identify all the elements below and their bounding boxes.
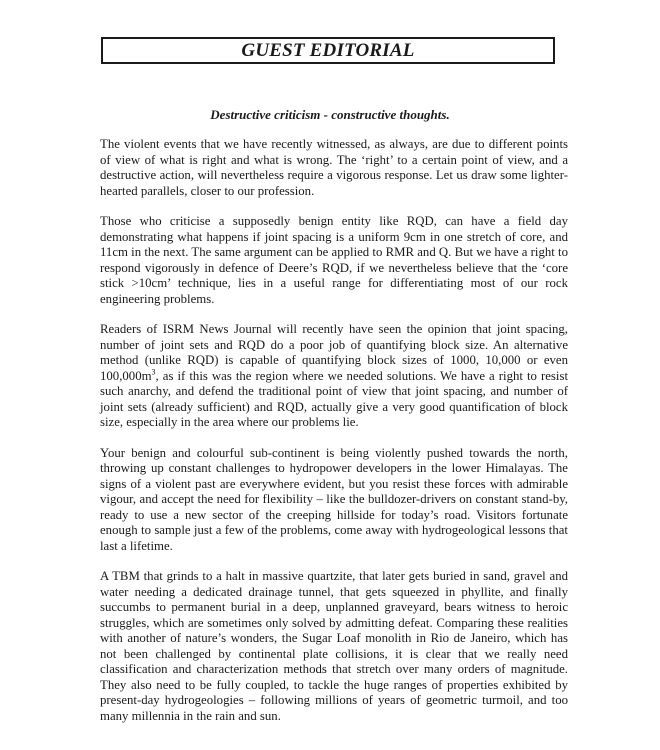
cubic-superscript: 3: [151, 367, 156, 377]
paragraph-1: The violent events that we have recently witnessed, as always, are due to different points of view of what is right and what is wrong. The ‘right’ to a certain point of view, and a destructive action, will nevertheless require a vigorous response. Let us draw some lighter-hearted parallels, closer to our profession.: [100, 137, 568, 198]
paragraph-3-text-a: Readers of ISRM News Journal will recently have seen the opinion that joint spacing, number of joint sets and RQD do a poor job of quantifying block size. An alternative method (unlike RQD) is capable of quantifying block sizes of 1000, 10,000 or even 100,000m: [100, 322, 568, 383]
article-body: [100, 137, 568, 739]
editorial-title-box: [101, 37, 555, 64]
paragraph-4: Your benign and colourful sub-continent is being violently pushed towards the north, throwing up constant challenges to hydropower developers in the lower Himalayas. The signs of a violent past are everywhere evident, but you resist these forces with admirable vigour, and accept the need for flexibility – like the bulldozer-drivers on constant stand-by, ready to use a new sector of the creeping hillside for today’s road. Visitors fortunate enough to sample just a few of the problems, come away with hydrogeological lessons that last a lifetime.: [100, 445, 568, 553]
paragraph-5: A TBM that grinds to a halt in massive quartzite, that later gets buried in sand, gravel and water needing a dedicated drainage tunnel, that gets squeezed in phyllite, and finally succumbs to permanent burial in a deep, unplanned graveyard, bears witness to heroic struggles, which are sometimes only solved by admitting defeat. Comparing these realities with another of nature’s wonders, the Sugar Loaf monolith in Rio de Janeiro, which has not been challenged by continental plate collisions, it is clear that we really need classification and characterization methods that stretch over many orders of magnitude. They also need to be fully coupled, to tackle the huge ranges of properties exhibited by present-day hydrogeologies – following millions of years of geometric turmoil, and too many millennia in the rain and sun.: [100, 569, 568, 723]
editorial-title: GUEST EDITORIAL: [241, 39, 415, 61]
paragraph-3-text-b: , as if this was the region where we needed solutions. We have a right to resist such anarchy, and defend the traditional point of view that joint spacing, and number of joint sets (already sufficient) and RQD, actually give a very good quantification of block size, especially in the area where our problems lie.: [100, 368, 568, 429]
paragraph-2: Those who criticise a supposedly benign entity like RQD, can have a field day demonstrating what happens if joint spacing is a uniform 9cm in one stretch of core, and 11cm in the next. The same argument can be applied to RMR and Q. But we have a right to respond vigorously in defence of Deere’s RQD, if we nevertheless believe that the ‘core stick >10cm’ technique, lies in a useful range for differentiating most of our rock engineering problems.: [100, 214, 568, 306]
paragraph-3: [100, 322, 568, 431]
article-subtitle: Destructive criticism - constructive thoughts.: [210, 107, 450, 122]
